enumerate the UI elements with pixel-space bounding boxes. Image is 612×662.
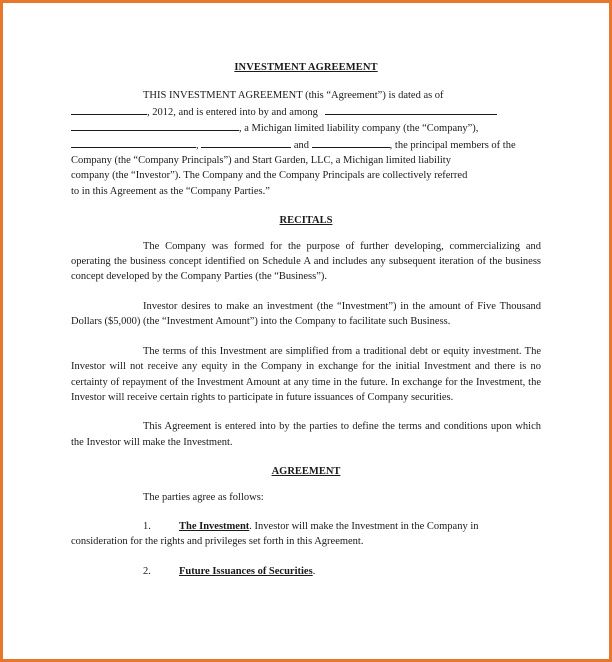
recital-paragraph: This Agreement is entered into by the parties to define the terms and conditions upon which the Investor will make the Investment. [71, 421, 541, 448]
principal-blank-3[interactable] [312, 137, 390, 148]
agreement-heading: AGREEMENT [271, 466, 341, 478]
intro-comma: , [196, 139, 199, 151]
agreement-intro: The parties agree as follows: [143, 491, 264, 503]
intro-line-2: , 2012, and is entered into by and among [147, 106, 318, 118]
section-text-continued: consideration for the rights and privileges set forth in this Agreement. [71, 536, 364, 548]
intro-line-5: Company (the “Company Principals”) and Start Garden, LLC, a Michigan limited liability [71, 155, 451, 167]
section-text: . Investor will make the Investment in the Company in [249, 520, 479, 532]
intro-line-6: company (the “Investor”). The Company and the Company Principals are collectively referred [71, 170, 468, 182]
section-item [71, 519, 541, 550]
document-page [71, 60, 541, 593]
principal-blank-1[interactable] [71, 137, 196, 148]
section-number: 1. [143, 520, 151, 532]
intro-line-3: , a Michigan limited liability company (the “Company”), [239, 123, 479, 135]
recital-paragraph: The terms of this Investment are simplified from a traditional debt or equity investment. The Investor will not receive any equity in the Company in exchange for the initial Investment and there is no certainty of repayment of the Investment Amount at any time in the future. In exchange for the Investment, the Investor will receive certain rights to participate in future issuances of Company securities. [71, 345, 541, 403]
section-number: 2. [143, 565, 151, 577]
intro-line-7: to in this Agreement as the “Company Parties.” [71, 185, 270, 197]
intro-line-1: THIS INVESTMENT AGREEMENT (this “Agreement”) is dated as of [143, 90, 444, 102]
recital-paragraph: Investor desires to make an investment (the “Investment”) in the amount of Five Thousand Dollars ($5,000) (the “Investment Amount”) into the Company to facilitate such Business. [71, 300, 541, 328]
section-label: Future Issuances of Securities [179, 565, 313, 577]
recitals-heading: RECITALS [279, 215, 333, 227]
company-name-blank[interactable] [71, 120, 239, 131]
party-blank-1[interactable] [325, 104, 497, 115]
intro-and: and [293, 139, 310, 151]
section-text: . [312, 565, 316, 577]
section-item [143, 564, 541, 579]
principal-blank-2[interactable] [201, 137, 291, 148]
document-title: INVESTMENT AGREEMENT [234, 62, 378, 73]
section-label: The Investment [179, 520, 250, 532]
recital-paragraph: The Company was formed for the purpose of further developing, commercializing and operating the business concept identified on Schedule A and includes any subsequent iteration of the business concept developed by the Company Parties (the “Business”). [71, 240, 541, 283]
date-blank[interactable] [71, 104, 147, 115]
intro-paragraph [71, 88, 541, 199]
intro-line-4: , the principal members of the [389, 139, 516, 151]
